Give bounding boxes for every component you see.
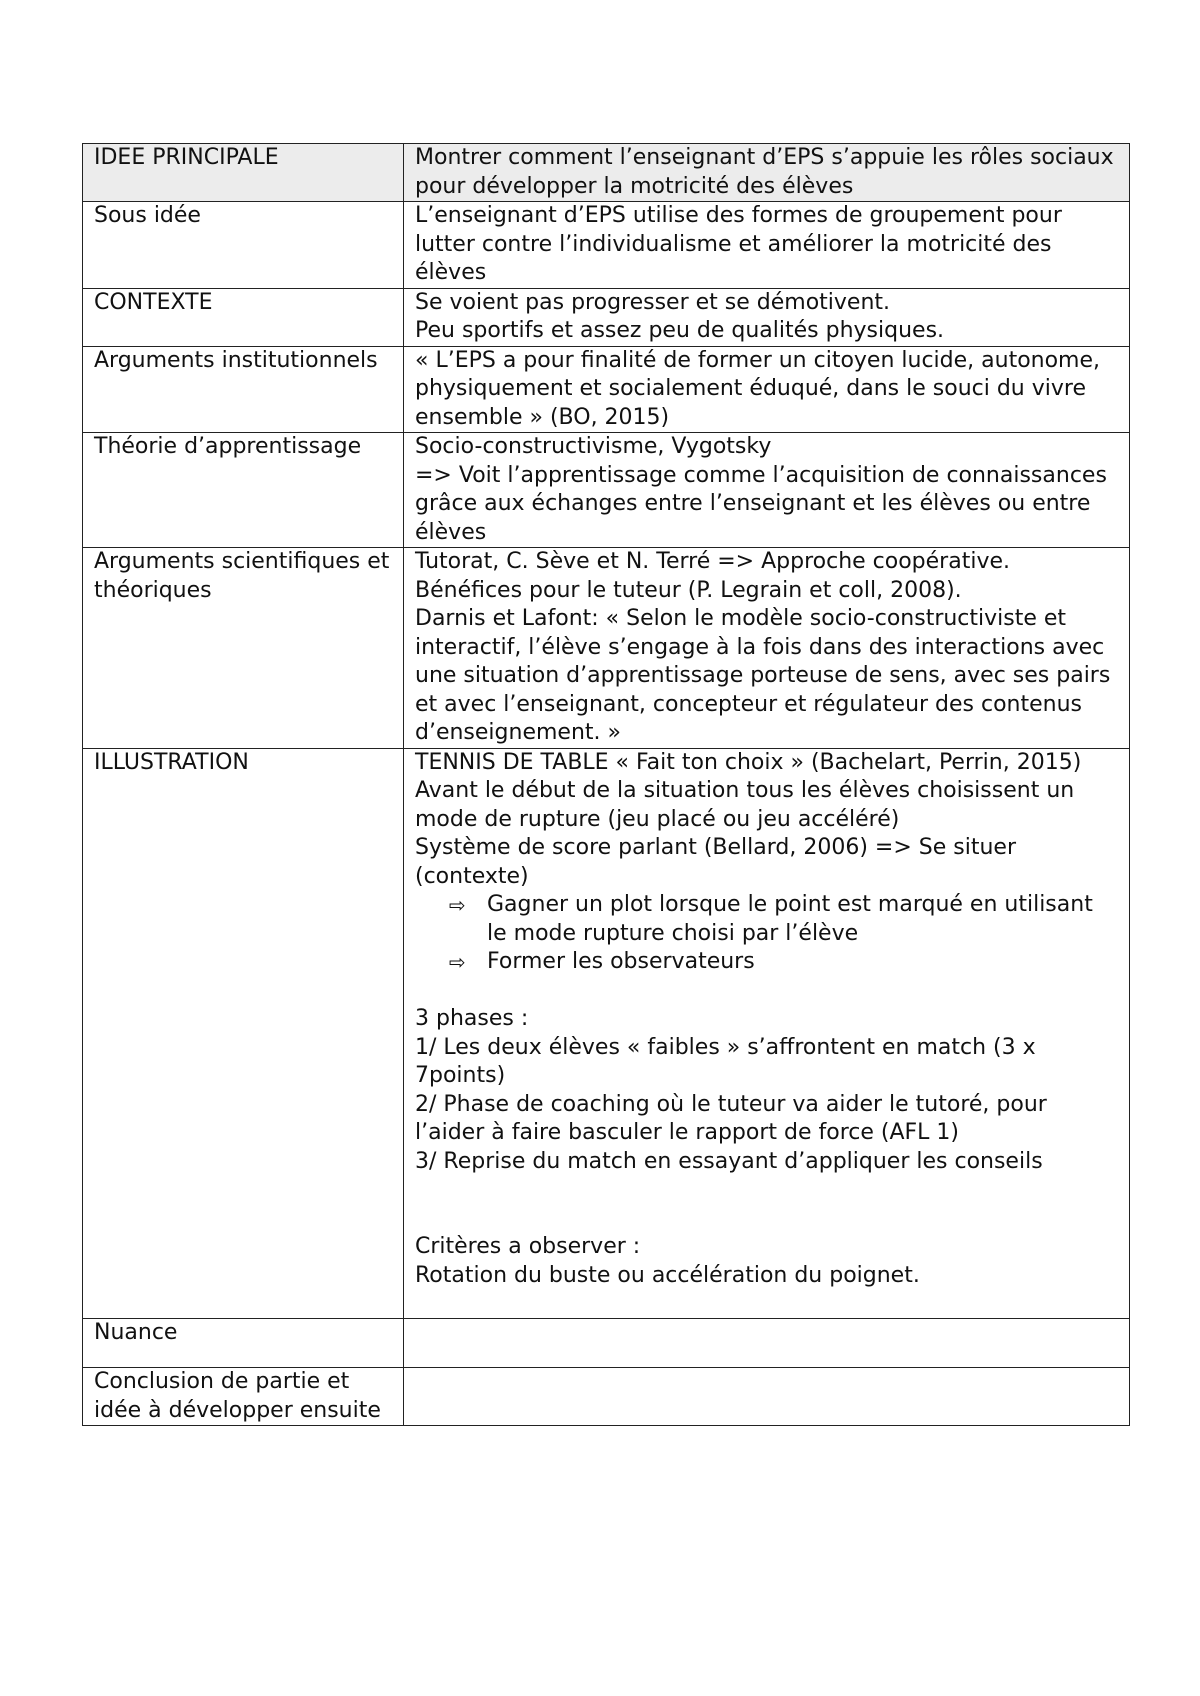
row-label: Conclusion de partie et idée à développer ensuite [94, 1369, 381, 1423]
row-label: Nuance [94, 1320, 178, 1345]
content-cell [404, 202, 1130, 289]
label-cell [83, 1368, 404, 1426]
table-row-arguments-scientifiques [83, 548, 1130, 749]
content-line: Tutorat, C. Sève et N. Terré => Approche coopérative. [415, 549, 1010, 574]
row-label: IDEE PRINCIPALE [94, 145, 279, 170]
table-row-illustration [83, 748, 1130, 1319]
blank-line [415, 1205, 1119, 1234]
content-cell [404, 144, 1130, 202]
arrow-list-item [415, 948, 1119, 977]
label-cell [83, 346, 404, 433]
table-row-nuance [83, 1319, 1130, 1368]
content-line: Système de score parlant (Bellard, 2006) => Se situer (contexte) [415, 835, 1016, 889]
content-line: Bénéfices pour le tuteur (P. Legrain et coll, 2008). [415, 577, 962, 603]
row-label: CONTEXTE [94, 289, 213, 315]
content-line: TENNIS DE TABLE « Fait ton choix » (Bachelart, Perrin, 2015) [415, 749, 1082, 775]
row-label: Théorie d’apprentissage [94, 434, 362, 459]
row-content: L’enseignant d’EPS utilise des formes de groupement pour lutter contre l’individualisme et améliorer la motricité des élèves [415, 203, 1062, 285]
arrow-list-item [415, 891, 1119, 948]
content-cell [404, 748, 1130, 1319]
blank-line [415, 977, 1119, 1006]
phase-item: 1/ Les deux élèves « faibles » s’affrontent en match (3 x 7points) [415, 1034, 1036, 1088]
table-row-contexte [83, 288, 1130, 346]
arrow-item-text: Former les observateurs [487, 949, 755, 974]
table-row-conclusion [83, 1368, 1130, 1426]
row-content: « L’EPS a pour finalité de former un citoyen lucide, autonome, physiquement et socialement éduqué, dans le souci du vivre ensemble » (BO, 2015) [415, 347, 1101, 430]
content-line: Socio-constructivisme, Vygotsky [415, 434, 772, 459]
table-row-arguments-institutionnels [83, 346, 1130, 433]
table-row-idee-principale [83, 144, 1130, 202]
content-line: Peu sportifs et assez peu de qualités physiques. [415, 318, 945, 343]
content-line: Avant le début de la situation tous les élèves choisissent un mode de rupture (jeu placé ou jeu accéléré) [415, 778, 1075, 832]
synthesis-table [82, 143, 1130, 1426]
table-row-sous-idee [83, 202, 1130, 289]
table-row-theorie-apprentissage [83, 433, 1130, 548]
content-line: Se voient pas progresser et se démotivent. [415, 289, 891, 315]
row-label: Arguments scientifiques et théoriques [94, 549, 390, 603]
label-cell [83, 748, 404, 1319]
content-cell [404, 288, 1130, 346]
arrow-right-icon: ⇨ [449, 950, 466, 974]
label-cell [83, 1319, 404, 1368]
row-label: Arguments institutionnels [94, 347, 378, 373]
criteria-text: Rotation du buste ou accélération du poignet. [415, 1262, 920, 1288]
content-line: Darnis et Lafont: « Selon le modèle socio-constructiviste et interactif, l’élève s’engage à la fois dans des interactions avec une situation d’apprentissage porteuse de sens, avec ses pairs et avec l’enseignant, concepteur et régulateur des contenus d’enseignement. » [415, 606, 1111, 745]
arrow-right-icon: ⇨ [449, 893, 466, 917]
label-cell [83, 548, 404, 749]
phase-item: 2/ Phase de coaching où le tuteur va aider le tutoré, pour l’aider à faire basculer le rapport de force (AFL 1) [415, 1091, 1047, 1145]
content-cell [404, 548, 1130, 749]
content-cell [404, 433, 1130, 548]
criteria-heading: Critères a observer : [415, 1234, 641, 1259]
label-cell [83, 202, 404, 289]
content-line: => Voit l’apprentissage comme l’acquisition de connaissances grâce aux échanges entre l’enseignant et les élèves ou entre élèves [415, 462, 1107, 545]
content-cell [404, 1368, 1130, 1426]
label-cell [83, 288, 404, 346]
phase-item: 3/ Reprise du match en essayant d’appliquer les conseils [415, 1148, 1043, 1174]
content-cell [404, 346, 1130, 433]
row-content: Montrer comment l’enseignant d’EPS s’appuie les rôles sociaux pour développer la motricité des élèves [415, 145, 1114, 199]
row-label: Sous idée [94, 203, 201, 228]
phases-heading: 3 phases : [415, 1006, 529, 1031]
blank-line [415, 1176, 1119, 1205]
arrow-item-text: Gagner un plot lorsque le point est marqué en utilisant le mode rupture choisi par l’élève [487, 892, 1093, 946]
label-cell [83, 433, 404, 548]
row-label: ILLUSTRATION [94, 749, 249, 775]
label-cell [83, 144, 404, 202]
content-cell [404, 1319, 1130, 1368]
